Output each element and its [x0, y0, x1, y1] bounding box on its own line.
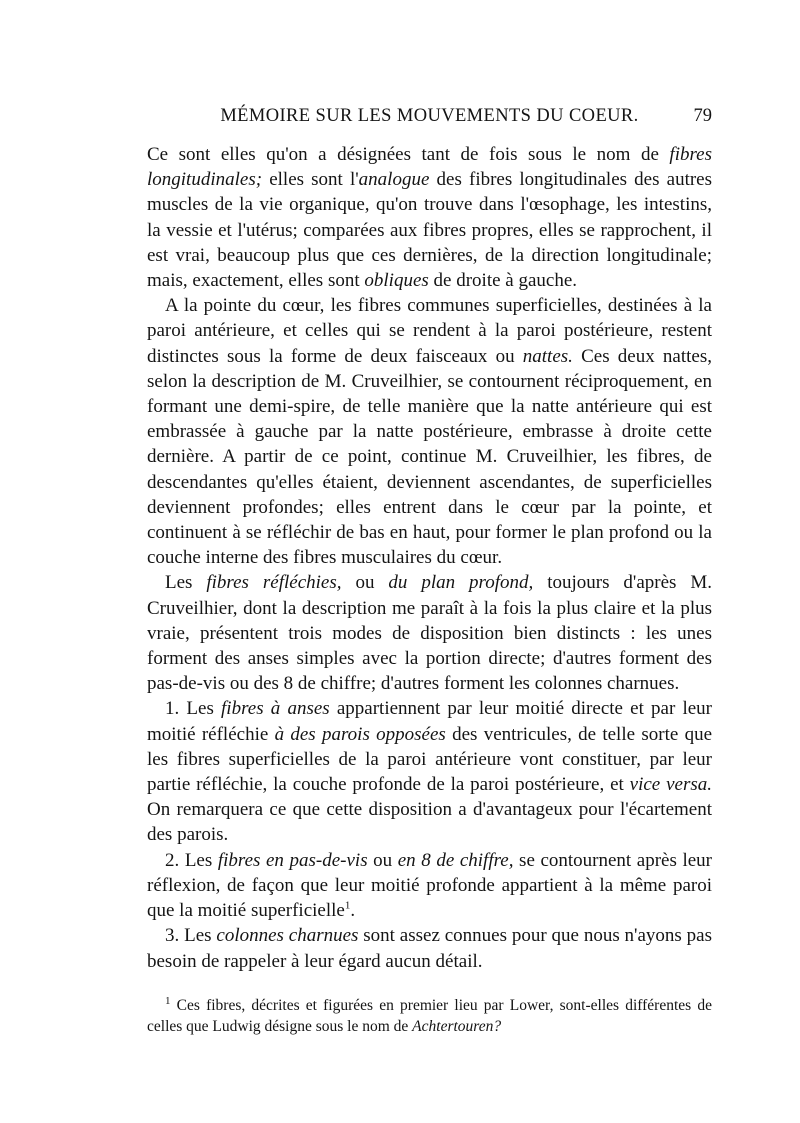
paragraph-p6	[147, 923, 712, 973]
text-run: Ce sont elles qu'on a désignées tant de fois sous le nom de	[147, 144, 670, 165]
text-run: elles sont l'	[262, 169, 359, 191]
italic-text: fibres réfléchies,	[206, 572, 342, 594]
footnote	[147, 995, 712, 1037]
text-run: toujours d'après M. Cruveilhier, dont la description me paraît à la fois la plus claire et la plus vraie, présentent trois modes de disposition bien distincts : les unes forment des anses simples avec la portion directe; d'autres forment des pas-de-vis ou des 8 de chiffre; d'autres forment les colonnes charnues.	[147, 572, 712, 695]
page-number: 79	[693, 106, 712, 126]
footnote-marker: 1	[344, 899, 351, 912]
text-run: Ces deux nattes, selon la description de M. Cruveilhier, se contournent réciproquement, en formant une demi-spire, de telle manière que la natte antérieure qui est embrassée à gauche par la natte postérieure, embrasse à droite cette dernière. A partir de ce point, continue M. Cruveilhier, les fibres, de descendantes qu'elles étaient, deviennent ascendantes, de superficielles deviennent profondes; elles entrent dans le cœur par la pointe, et continuent à se réfléchir de bas en haut, pour former le plan profond ou la couche interne des fibres musculaires du cœur.	[147, 345, 712, 569]
text-run: sont assez connues pour que nous n'ayons pas besoin de rappeler à leur égard aucun détail.	[147, 925, 712, 972]
text-run: Ces fibres, décrites et figurées en premier lieu par Lower, sont-elles différentes de celles que Ludwig désigne sous le nom de	[147, 997, 712, 1035]
italic-text: Achtertouren?	[412, 1018, 502, 1035]
footnote-paragraph	[147, 995, 712, 1037]
text-run: ou	[367, 849, 398, 871]
paragraph-p1	[147, 142, 712, 293]
paragraph-p2	[147, 293, 712, 570]
text-run: A la pointe du cœur, les fibres communes superficielles, destinées à la paroi antérieure, et celles qui se rendent à la paroi postérieure, restent distinctes sous la forme de deux faisceaux ou	[147, 295, 712, 367]
italic-text: du plan profond,	[388, 572, 534, 594]
italic-text: fibres longitudinales;	[147, 144, 712, 191]
text-run: des fibres longitudinales des autres muscles de la vie organique, qu'on trouve dans l'œsophage, les intestins, la vessie et l'utérus; comparées aux fibres propres, elles se rapprochent, il est vrai, beaucoup plus que ces dernières, de la direction longitudinale; mais, exactement, elles sont	[147, 169, 712, 292]
italic-text: à des parois opposées	[274, 723, 446, 745]
italic-text: obliques	[364, 270, 429, 292]
italic-text: fibres à anses	[221, 698, 330, 720]
text-run: se contournent après leur réflexion, de façon que leur moitié profonde appartient à la même paroi que la moitié superficielle	[147, 849, 712, 922]
footnote-marker: 1	[165, 994, 171, 1007]
paragraph-p3	[147, 570, 712, 696]
text-run: de droite à gauche.	[428, 270, 578, 292]
paragraph-p5	[147, 848, 712, 924]
italic-text: analogue	[358, 169, 430, 191]
italic-text: en 8 de chiffre,	[397, 849, 514, 871]
text-run: 1. Les	[165, 698, 222, 720]
running-header	[147, 106, 712, 130]
italic-text: vice versa.	[629, 774, 712, 796]
text-run: 3. Les	[165, 925, 217, 947]
paragraph-p4	[147, 696, 712, 847]
text-run: ou	[341, 572, 389, 594]
italic-text: nattes.	[522, 345, 573, 367]
running-title: MÉMOIRE SUR LES MOUVEMENTS DU COEUR.	[220, 106, 639, 126]
text-run: .	[350, 900, 356, 922]
text-run: 2. Les	[165, 849, 218, 871]
text-run: des ventricules, de telle sorte que les fibres superficielles de la paroi antérieure vont constituer, par leur partie réfléchie, la couche profonde de la paroi postérieure, et	[147, 723, 713, 796]
italic-text: fibres en pas-de-vis	[217, 849, 368, 871]
italic-text: colonnes charnues	[216, 925, 359, 947]
body-text	[147, 142, 712, 974]
text-run: On remarquera ce que cette disposition a d'avantageux pour l'écartement des parois.	[147, 799, 712, 846]
text-run: Les	[165, 572, 207, 594]
text-run: appartiennent par leur moitié directe et par leur moitié réfléchie	[147, 698, 712, 745]
